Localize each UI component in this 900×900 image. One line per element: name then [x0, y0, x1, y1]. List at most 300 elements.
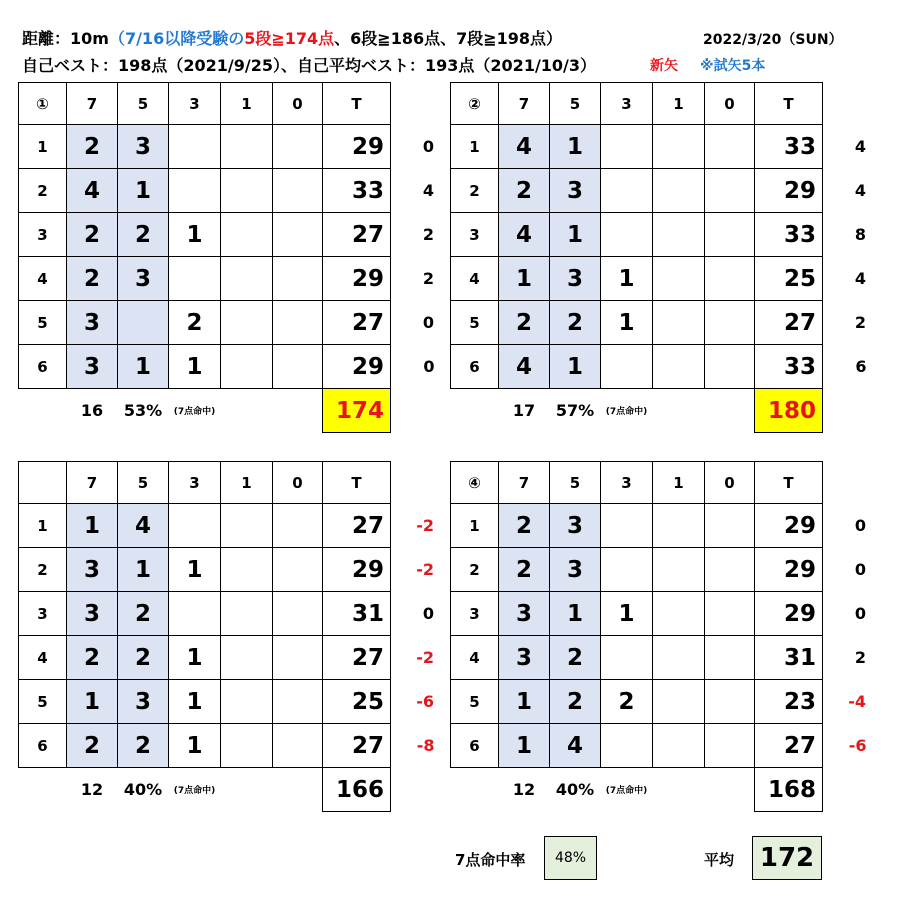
- t1-end-1-number: 1: [19, 125, 67, 169]
- t1-column-header-5: 5: [118, 83, 169, 125]
- t1-end-2-count-5: 1: [118, 169, 169, 213]
- t1-end-row-6: [19, 345, 449, 389]
- t2-end-row-6: [451, 345, 881, 389]
- t1-end-2-count-0: [273, 169, 323, 213]
- t3-end-2-count-3: 1: [169, 548, 221, 592]
- t2-end-5-total: 27: [755, 301, 823, 345]
- t1-round-label: ①: [19, 83, 67, 125]
- t1-end-2-number: 2: [19, 169, 67, 213]
- t4-end-5-number: 5: [451, 680, 499, 724]
- t2-end-1-count-3: [601, 125, 653, 169]
- t1-end-5-cumulative-diff: 0: [422, 313, 434, 332]
- t1-seven-point-hits: 16: [80, 401, 104, 421]
- t3-end-row-5: [19, 680, 449, 724]
- t1-summary-blank-4: [391, 389, 449, 433]
- t2-column-header-7: 7: [499, 83, 550, 125]
- t2-round-label: ②: [451, 83, 499, 125]
- t1-end-3-number: 3: [19, 213, 67, 257]
- t1-end-3-count-0: [273, 213, 323, 257]
- t1-end-2-cumulative-diff: 4: [422, 181, 434, 200]
- t2-end-row-3: [451, 213, 881, 257]
- t1-end-3-cumulative-diff: 2: [422, 225, 434, 244]
- t2-end-5-count-1: [653, 301, 705, 345]
- t3-end-1-count-7: 1: [67, 504, 118, 548]
- t4-column-header-1: 1: [653, 462, 705, 504]
- t3-column-header-7: 7: [67, 462, 118, 504]
- t1-end-1-count-7: 2: [67, 125, 118, 169]
- t4-column-header-t: T: [755, 462, 823, 504]
- t3-end-6-total: 27: [323, 724, 391, 768]
- t2-end-1-count-5: 1: [550, 125, 601, 169]
- trial-arrows-note: ※試矢5本: [700, 58, 766, 74]
- t1-end-6-cumulative-diff: 0: [423, 357, 435, 376]
- t2-end-4-count-7: 1: [499, 257, 550, 301]
- score-table-4: [450, 461, 881, 812]
- t2-end-1-total: 33: [755, 125, 823, 169]
- t4-end-4-count-5: 2: [550, 636, 601, 680]
- t1-seven-point-rate-note: (7点命中): [173, 407, 216, 418]
- average-label: 平均: [704, 851, 735, 869]
- t4-summary-row: [451, 768, 881, 812]
- t4-end-6-total: 27: [755, 724, 823, 768]
- t3-summary-blank-2: [221, 768, 273, 812]
- t3-column-header-1: 1: [221, 462, 273, 504]
- t1-end-3-count-1: [221, 213, 273, 257]
- t3-column-header-0: 0: [273, 462, 323, 504]
- t2-summary-blank-1: [451, 389, 499, 433]
- t3-summary-blank-4: [391, 768, 449, 812]
- score-table-2: [450, 82, 881, 433]
- t4-end-6-count-3: [601, 724, 653, 768]
- new-arrows-note: 新矢: [650, 58, 678, 74]
- t2-end-row-2: [451, 169, 881, 213]
- t3-end-2-count-7: 3: [67, 548, 118, 592]
- t4-round-label: ④: [451, 462, 499, 504]
- t4-summary-blank-1: [451, 768, 499, 812]
- t1-end-row-4: [19, 257, 449, 301]
- t3-end-1-total: 27: [323, 504, 391, 548]
- t4-header-row: [451, 462, 881, 504]
- t3-end-row-3: [19, 592, 449, 636]
- t3-summary-blank-3: [273, 768, 323, 812]
- t2-end-6-total: 33: [755, 345, 823, 389]
- t2-end-3-cumulative-diff: 8: [854, 225, 866, 244]
- t2-end-2-count-7: 2: [499, 169, 550, 213]
- t2-end-1-count-1: [653, 125, 705, 169]
- t1-end-5-count-7: 3: [67, 301, 118, 345]
- t3-end-4-count-3: 1: [169, 636, 221, 680]
- t3-end-3-count-5: 2: [118, 592, 169, 636]
- t2-seven-point-hits: 17: [512, 401, 536, 421]
- t3-end-6-count-7: 2: [67, 724, 118, 768]
- t2-end-4-count-0: [705, 257, 755, 301]
- t1-end-6-count-1: [221, 345, 273, 389]
- t2-end-row-1: [451, 125, 881, 169]
- t3-end-3-total: 31: [323, 592, 391, 636]
- t3-end-5-count-1: [221, 680, 273, 724]
- t2-end-4-count-1: [653, 257, 705, 301]
- t2-column-header-5: 5: [550, 83, 601, 125]
- t4-end-6-number: 6: [451, 724, 499, 768]
- t3-end-1-count-5: 4: [118, 504, 169, 548]
- t2-end-5-cumulative-diff: 2: [854, 313, 866, 332]
- t1-end-6-count-0: [273, 345, 323, 389]
- t2-end-6-count-5: 1: [550, 345, 601, 389]
- t3-end-1-count-0: [273, 504, 323, 548]
- t2-end-4-cumulative-diff: 4: [854, 269, 866, 288]
- t3-column-header-t: T: [323, 462, 391, 504]
- t4-end-4-count-1: [653, 636, 705, 680]
- t1-end-2-count-7: 4: [67, 169, 118, 213]
- t1-end-row-5: [19, 301, 449, 345]
- t2-end-row-4: [451, 257, 881, 301]
- t4-seven-point-hits: 12: [512, 780, 536, 800]
- t1-end-6-number: 6: [19, 345, 67, 389]
- t4-end-5-cumulative-diff: -4: [848, 692, 866, 711]
- t1-end-6-count-3: 1: [169, 345, 221, 389]
- t4-end-2-total: 29: [755, 548, 823, 592]
- t3-end-3-number: 3: [19, 592, 67, 636]
- t1-end-1-count-5: 3: [118, 125, 169, 169]
- t2-end-3-number: 3: [451, 213, 499, 257]
- t3-end-1-count-1: [221, 504, 273, 548]
- t1-end-4-count-1: [221, 257, 273, 301]
- t1-end-5-total: 27: [323, 301, 391, 345]
- t4-end-6-count-1: [653, 724, 705, 768]
- t1-end-4-count-3: [169, 257, 221, 301]
- t3-end-3-count-0: [273, 592, 323, 636]
- t3-end-5-count-3: 1: [169, 680, 221, 724]
- exam-criteria-line: [22, 26, 562, 49]
- t4-column-header-5: 5: [550, 462, 601, 504]
- t1-end-5-count-0: [273, 301, 323, 345]
- t3-end-4-total: 27: [323, 636, 391, 680]
- t1-end-4-count-7: 2: [67, 257, 118, 301]
- t2-end-5-number: 5: [451, 301, 499, 345]
- t3-end-2-total: 29: [323, 548, 391, 592]
- t1-end-4-cumulative-diff: 2: [422, 269, 434, 288]
- t4-round-score: 168: [755, 768, 823, 812]
- t2-end-1-count-0: [705, 125, 755, 169]
- t3-seven-point-hits: 12: [80, 780, 104, 800]
- t1-end-row-1: [19, 125, 449, 169]
- t4-end-4-count-3: [601, 636, 653, 680]
- t1-end-3-count-7: 2: [67, 213, 118, 257]
- t4-end-6-cumulative-diff: -6: [848, 736, 867, 755]
- t1-round-score: 174: [323, 389, 391, 433]
- t4-header-side-blank: [823, 462, 881, 504]
- t4-end-3-total: 29: [755, 592, 823, 636]
- t4-end-row-1: [451, 504, 881, 548]
- t3-end-row-4: [19, 636, 449, 680]
- t4-column-header-0: 0: [705, 462, 755, 504]
- t4-end-1-number: 1: [451, 504, 499, 548]
- t4-end-6-count-7: 1: [499, 724, 550, 768]
- t4-end-3-count-7: 3: [499, 592, 550, 636]
- t4-summary-blank-2: [653, 768, 705, 812]
- t3-end-row-2: [19, 548, 449, 592]
- t1-header-side-blank: [391, 83, 449, 125]
- t4-end-5-count-3: 2: [601, 680, 653, 724]
- t1-end-4-total: 29: [323, 257, 391, 301]
- t2-end-2-cumulative-diff: 4: [854, 181, 866, 200]
- t4-end-row-6: [451, 724, 881, 768]
- t2-end-3-total: 33: [755, 213, 823, 257]
- t4-end-1-count-5: 3: [550, 504, 601, 548]
- t1-end-2-count-1: [221, 169, 273, 213]
- t1-end-4-count-0: [273, 257, 323, 301]
- t4-end-3-count-0: [705, 592, 755, 636]
- t4-end-3-count-5: 1: [550, 592, 601, 636]
- grade5-criteria-text: 5段≧174点: [244, 29, 335, 48]
- t4-column-header-7: 7: [499, 462, 550, 504]
- score-table-3: [18, 461, 449, 812]
- t4-end-2-number: 2: [451, 548, 499, 592]
- t2-summary-row: [451, 389, 881, 433]
- t2-summary-blank-3: [705, 389, 755, 433]
- t1-end-row-3: [19, 213, 449, 257]
- t3-end-4-count-1: [221, 636, 273, 680]
- t3-end-3-count-1: [221, 592, 273, 636]
- t3-end-2-cumulative-diff: -2: [416, 560, 434, 579]
- t2-end-1-count-7: 4: [499, 125, 550, 169]
- t4-end-row-3: [451, 592, 881, 636]
- t3-end-5-cumulative-diff: -6: [416, 692, 434, 711]
- t3-summary-blank-1: [19, 768, 67, 812]
- t1-summary-row: [19, 389, 449, 433]
- t3-end-4-cumulative-diff: -2: [416, 648, 434, 667]
- t4-end-4-cumulative-diff: 2: [854, 648, 866, 667]
- t3-end-4-count-5: 2: [118, 636, 169, 680]
- t4-summary-blank-3: [705, 768, 755, 812]
- t3-end-6-count-0: [273, 724, 323, 768]
- t4-end-5-count-5: 2: [550, 680, 601, 724]
- t3-end-1-count-3: [169, 504, 221, 548]
- t2-end-5-count-7: 2: [499, 301, 550, 345]
- t4-end-5-count-1: [653, 680, 705, 724]
- t2-end-4-count-3: 1: [601, 257, 653, 301]
- t2-end-6-count-0: [705, 345, 755, 389]
- t1-summary-blank-3: [273, 389, 323, 433]
- t3-end-6-number: 6: [19, 724, 67, 768]
- average-score-box: 172: [752, 836, 822, 880]
- t1-column-header-7: 7: [67, 83, 118, 125]
- t1-column-header-1: 1: [221, 83, 273, 125]
- t4-end-3-count-3: 1: [601, 592, 653, 636]
- t2-header-side-blank: [823, 83, 881, 125]
- t1-summary-blank-1: [19, 389, 67, 433]
- t1-summary-blank-2: [221, 389, 273, 433]
- t3-end-2-count-0: [273, 548, 323, 592]
- t3-end-1-cumulative-diff: -2: [416, 516, 434, 535]
- t4-end-2-count-5: 3: [550, 548, 601, 592]
- t4-end-1-total: 29: [755, 504, 823, 548]
- t1-end-3-total: 27: [323, 213, 391, 257]
- t4-end-2-count-3: [601, 548, 653, 592]
- t3-end-1-number: 1: [19, 504, 67, 548]
- t3-summary-row: [19, 768, 449, 812]
- t3-end-6-count-3: 1: [169, 724, 221, 768]
- t1-end-4-count-5: 3: [118, 257, 169, 301]
- t2-end-6-count-7: 4: [499, 345, 550, 389]
- t3-end-3-count-3: [169, 592, 221, 636]
- t3-end-3-cumulative-diff: 0: [422, 604, 434, 623]
- t2-end-4-count-5: 3: [550, 257, 601, 301]
- t3-end-4-count-0: [273, 636, 323, 680]
- t3-end-5-count-7: 1: [67, 680, 118, 724]
- t3-end-5-total: 25: [323, 680, 391, 724]
- t4-end-2-count-7: 2: [499, 548, 550, 592]
- t4-end-2-count-0: [705, 548, 755, 592]
- t2-end-2-total: 29: [755, 169, 823, 213]
- t2-column-header-1: 1: [653, 83, 705, 125]
- t4-end-1-count-0: [705, 504, 755, 548]
- t4-end-1-cumulative-diff: 0: [854, 516, 866, 535]
- t4-end-3-number: 3: [451, 592, 499, 636]
- t4-end-1-count-3: [601, 504, 653, 548]
- t2-end-2-number: 2: [451, 169, 499, 213]
- t3-end-5-count-0: [273, 680, 323, 724]
- overall-hit-rate-label: 7点命中率: [455, 851, 526, 869]
- t4-end-5-total: 23: [755, 680, 823, 724]
- t2-end-3-count-3: [601, 213, 653, 257]
- t1-end-1-count-3: [169, 125, 221, 169]
- t3-end-3-count-7: 3: [67, 592, 118, 636]
- t1-end-6-total: 29: [323, 345, 391, 389]
- higher-grade-criteria-text: 、6段≧186点、7段≧198点）: [334, 29, 563, 48]
- t1-end-6-count-5: 1: [118, 345, 169, 389]
- t2-end-2-count-0: [705, 169, 755, 213]
- t2-end-1-cumulative-diff: 4: [854, 137, 866, 156]
- t3-end-6-count-1: [221, 724, 273, 768]
- t2-summary-blank-4: [823, 389, 881, 433]
- t1-end-5-number: 5: [19, 301, 67, 345]
- t1-end-1-count-0: [273, 125, 323, 169]
- t4-end-5-count-7: 1: [499, 680, 550, 724]
- t4-end-row-2: [451, 548, 881, 592]
- t3-end-4-number: 4: [19, 636, 67, 680]
- t2-end-6-number: 6: [451, 345, 499, 389]
- t3-header-side-blank: [391, 462, 449, 504]
- t1-column-header-0: 0: [273, 83, 323, 125]
- t4-end-row-5: [451, 680, 881, 724]
- t1-end-4-number: 4: [19, 257, 67, 301]
- t1-end-1-cumulative-diff: 0: [422, 137, 434, 156]
- t3-end-2-number: 2: [19, 548, 67, 592]
- t2-seven-point-rate: 57%: [555, 401, 595, 421]
- t1-column-header-t: T: [323, 83, 391, 125]
- t3-seven-point-rate: 40%: [123, 780, 163, 800]
- t4-end-4-count-0: [705, 636, 755, 680]
- t3-end-6-cumulative-diff: -8: [416, 736, 435, 755]
- t4-seven-point-rate-note: (7点命中): [605, 786, 648, 797]
- t1-end-1-total: 29: [323, 125, 391, 169]
- t3-round-score: 166: [323, 768, 391, 812]
- t2-end-3-count-1: [653, 213, 705, 257]
- t2-end-6-count-3: [601, 345, 653, 389]
- t1-column-header-3: 3: [169, 83, 221, 125]
- t2-end-2-count-1: [653, 169, 705, 213]
- t2-end-4-total: 25: [755, 257, 823, 301]
- t1-end-2-count-3: [169, 169, 221, 213]
- t4-end-6-count-5: 4: [550, 724, 601, 768]
- t2-end-2-count-3: [601, 169, 653, 213]
- t1-seven-point-rate: 53%: [123, 401, 163, 421]
- t3-column-header-5: 5: [118, 462, 169, 504]
- t2-seven-point-rate-note: (7点命中): [605, 407, 648, 418]
- t3-end-2-count-1: [221, 548, 273, 592]
- t1-end-2-total: 33: [323, 169, 391, 213]
- t2-round-score: 180: [755, 389, 823, 433]
- t2-end-3-count-5: 1: [550, 213, 601, 257]
- t3-column-header-3: 3: [169, 462, 221, 504]
- t4-summary-blank-4: [823, 768, 881, 812]
- criteria-note-text: （7/16以降受験の: [108, 29, 245, 48]
- t1-end-3-count-5: 2: [118, 213, 169, 257]
- t2-column-header-3: 3: [601, 83, 653, 125]
- t2-header-row: [451, 83, 881, 125]
- t3-seven-point-rate-note: (7点命中): [173, 786, 216, 797]
- t2-end-5-count-0: [705, 301, 755, 345]
- t1-end-3-count-3: 1: [169, 213, 221, 257]
- t1-end-5-count-5: [118, 301, 169, 345]
- t1-end-5-count-1: [221, 301, 273, 345]
- t1-end-6-count-7: 3: [67, 345, 118, 389]
- t4-end-1-count-7: 2: [499, 504, 550, 548]
- distance-text: 距離：10m: [22, 29, 109, 48]
- t4-end-2-cumulative-diff: 0: [854, 560, 866, 579]
- t2-column-header-t: T: [755, 83, 823, 125]
- t4-end-6-count-0: [705, 724, 755, 768]
- t2-end-1-number: 1: [451, 125, 499, 169]
- score-table-1: [18, 82, 449, 433]
- t2-end-6-cumulative-diff: 6: [855, 357, 867, 376]
- t3-round-label: [19, 462, 67, 504]
- t4-end-4-total: 31: [755, 636, 823, 680]
- t2-end-5-count-5: 2: [550, 301, 601, 345]
- overall-hit-rate-box: 48%: [544, 836, 597, 880]
- t4-end-3-cumulative-diff: 0: [854, 604, 866, 623]
- t2-end-3-count-0: [705, 213, 755, 257]
- t3-end-row-1: [19, 504, 449, 548]
- t4-end-4-count-7: 3: [499, 636, 550, 680]
- t1-end-row-2: [19, 169, 449, 213]
- t3-header-row: [19, 462, 449, 504]
- t2-end-3-count-7: 4: [499, 213, 550, 257]
- t4-end-3-count-1: [653, 592, 705, 636]
- t4-end-1-count-1: [653, 504, 705, 548]
- t3-end-row-6: [19, 724, 449, 768]
- t4-end-4-number: 4: [451, 636, 499, 680]
- t4-end-2-count-1: [653, 548, 705, 592]
- t2-end-row-5: [451, 301, 881, 345]
- t4-column-header-3: 3: [601, 462, 653, 504]
- t2-column-header-0: 0: [705, 83, 755, 125]
- t3-end-6-count-5: 2: [118, 724, 169, 768]
- t2-summary-blank-2: [653, 389, 705, 433]
- t2-end-5-count-3: 1: [601, 301, 653, 345]
- session-date: 2022/3/20（SUN）: [703, 32, 843, 48]
- t3-end-5-count-5: 3: [118, 680, 169, 724]
- t4-end-row-4: [451, 636, 881, 680]
- t2-end-2-count-5: 3: [550, 169, 601, 213]
- t4-seven-point-rate: 40%: [555, 780, 595, 800]
- t1-header-row: [19, 83, 449, 125]
- t4-end-5-count-0: [705, 680, 755, 724]
- t2-end-4-number: 4: [451, 257, 499, 301]
- t3-end-4-count-7: 2: [67, 636, 118, 680]
- t3-end-2-count-5: 1: [118, 548, 169, 592]
